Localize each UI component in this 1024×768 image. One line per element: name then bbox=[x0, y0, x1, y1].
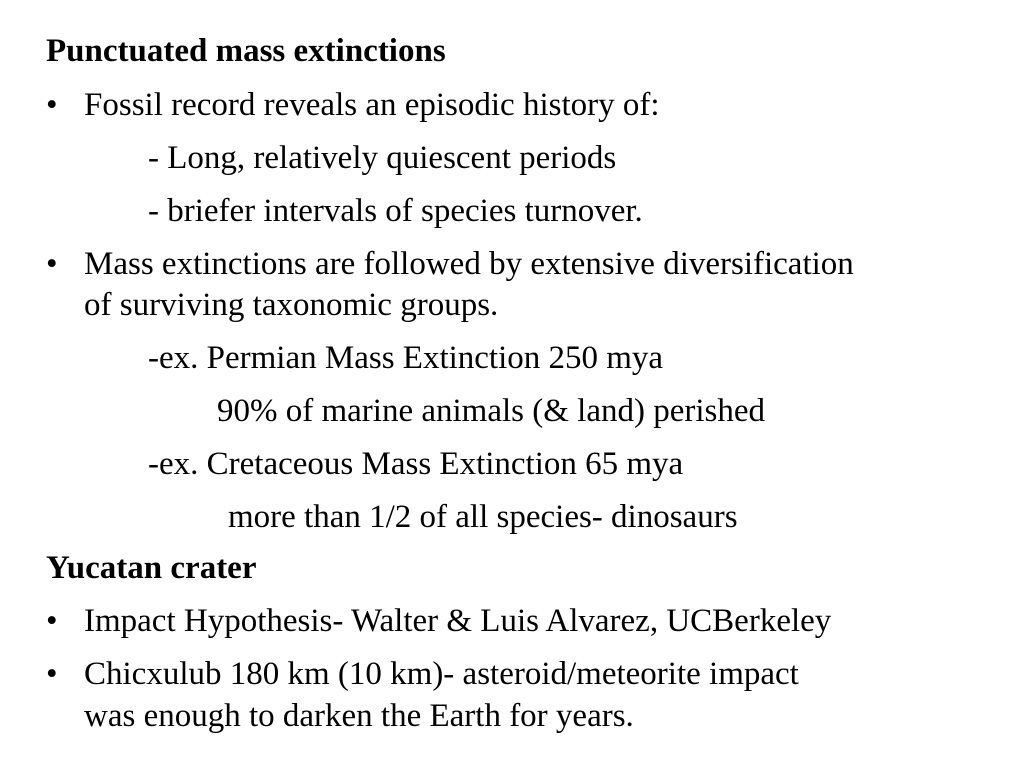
bullet-continuation: was enough to darken the Earth for years. bbox=[84, 698, 634, 734]
heading-yucatan-crater: Yucatan crater bbox=[46, 550, 257, 586]
bullet-dot: • bbox=[46, 603, 58, 639]
bullet-continuation: of surviving taxonomic groups. bbox=[84, 287, 499, 323]
example-cretaceous: -ex. Cretaceous Mass Extinction 65 mya bbox=[148, 446, 684, 482]
bullet-mass-extinctions bbox=[46, 244, 1024, 284]
bullet-text: Chicxulub 180 km (10 km)- asteroid/meteorite impact bbox=[84, 656, 799, 692]
example-cretaceous-detail: more than 1/2 of all species- dinosaurs bbox=[228, 499, 738, 535]
bullet-chicxulub bbox=[46, 654, 1024, 694]
bullet-dot: • bbox=[46, 246, 58, 282]
example-permian: -ex. Permian Mass Extinction 250 mya bbox=[148, 340, 664, 376]
bullet-text: Impact Hypothesis- Walter & Luis Alvarez, UCBerkeley bbox=[84, 603, 832, 639]
example-permian-detail: 90% of marine animals (& land) perished bbox=[217, 393, 765, 429]
bullet-fossil-record bbox=[46, 85, 1024, 125]
heading-punctuated-mass-extinctions: Punctuated mass extinctions bbox=[46, 33, 446, 69]
bullet-text: Fossil record reveals an episodic history of: bbox=[84, 87, 660, 123]
bullet-impact-hypothesis bbox=[46, 601, 1024, 641]
sub-item-species-turnover: - briefer intervals of species turnover. bbox=[148, 193, 643, 229]
bullet-dot: • bbox=[46, 656, 58, 692]
bullet-text: Mass extinctions are followed by extensive diversification bbox=[84, 246, 854, 282]
sub-item-quiescent-periods: - Long, relatively quiescent periods bbox=[148, 140, 617, 176]
bullet-dot: • bbox=[46, 87, 58, 123]
